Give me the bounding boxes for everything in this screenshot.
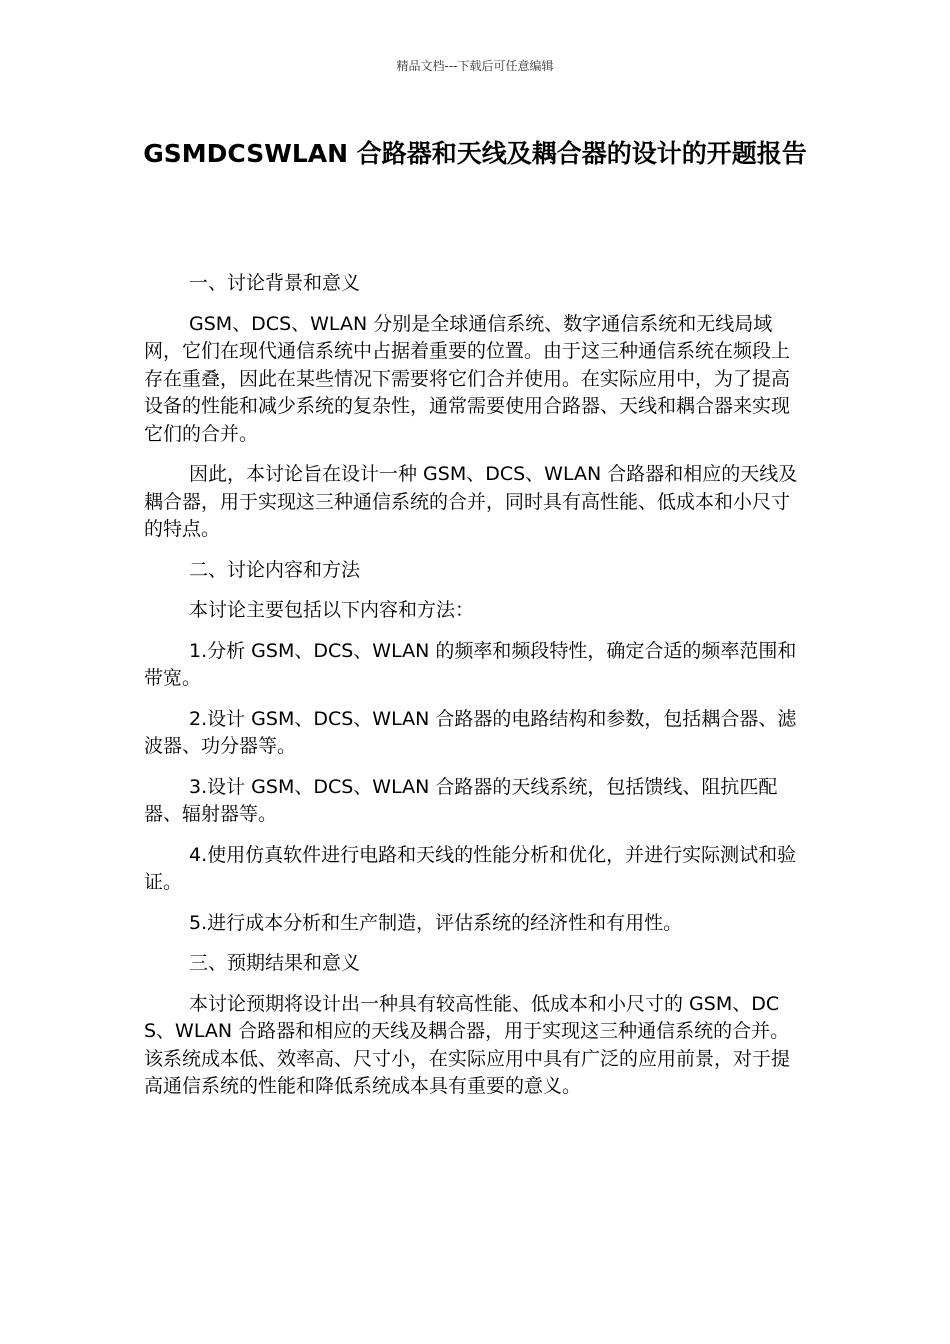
header-note: 精品文档---下载后可任意编辑 [396, 59, 554, 73]
list-item-4: 4.使用仿真软件进行电路和天线的性能分析和优化，并进行实际测试和验证。 [144, 843, 797, 893]
section-heading-content: 二、讨论内容和方法 [189, 558, 361, 581]
list-item-5: 5.进行成本分析和生产制造，评估系统的经济性和有用性。 [189, 911, 683, 934]
paragraph-results: 本讨论预期将设计出一种具有较高性能、低成本和小尺寸的 GSM、DCS、WLAN 合路器和相应的天线及耦合器，用于实现这三种通信系统的合并。该系统成本低、效率高、尺寸小，在实际应用中具有广泛的应用前景，对于提高通信系统的性能和降低系统成本具有重要的意义。 [144, 992, 791, 1097]
document-title: GSMDCSWLAN 合路器和天线及耦合器的设计的开题报告 [143, 139, 807, 168]
list-item-3: 3.设计 GSM、DCS、WLAN 合路器的天线系统，包括馈线、阻抗匹配器、辐射器等。 [144, 775, 778, 825]
paragraph-purpose: 因此，本讨论旨在设计一种 GSM、DCS、WLAN 合路器和相应的天线及耦合器，用于实现这三种通信系统的合并，同时具有高性能、低成本和小尺寸的特点。 [144, 463, 798, 540]
section-heading-background: 一、讨论背景和意义 [189, 272, 361, 294]
paragraph-content-intro: 本讨论主要包括以下内容和方法： [189, 599, 475, 621]
list-item-2: 2.设计 GSM、DCS、WLAN 合路器的电路结构和参数，包括耦合器、滤波器、功分器等。 [144, 707, 797, 757]
list-item-1: 1.分析 GSM、DCS、WLAN 的频率和频段特性，确定合适的频率范围和带宽。 [144, 639, 797, 689]
paragraph-background: GSM、DCS、WLAN 分别是全球通信系统、数字通信系统和无线局域网，它们在现代通信系统中占据着重要的位置。由于这三种通信系统在频段上存在重叠，因此在某些情况下需要将它们合并使用。在实际应用中，为了提高设备的性能和减少系统的复杂性，通常需要使用合路器、天线和耦合器来实现它们的合并。 [144, 312, 791, 445]
section-heading-results: 三、预期结果和意义 [189, 952, 361, 974]
document-body [144, 270, 808, 1114]
